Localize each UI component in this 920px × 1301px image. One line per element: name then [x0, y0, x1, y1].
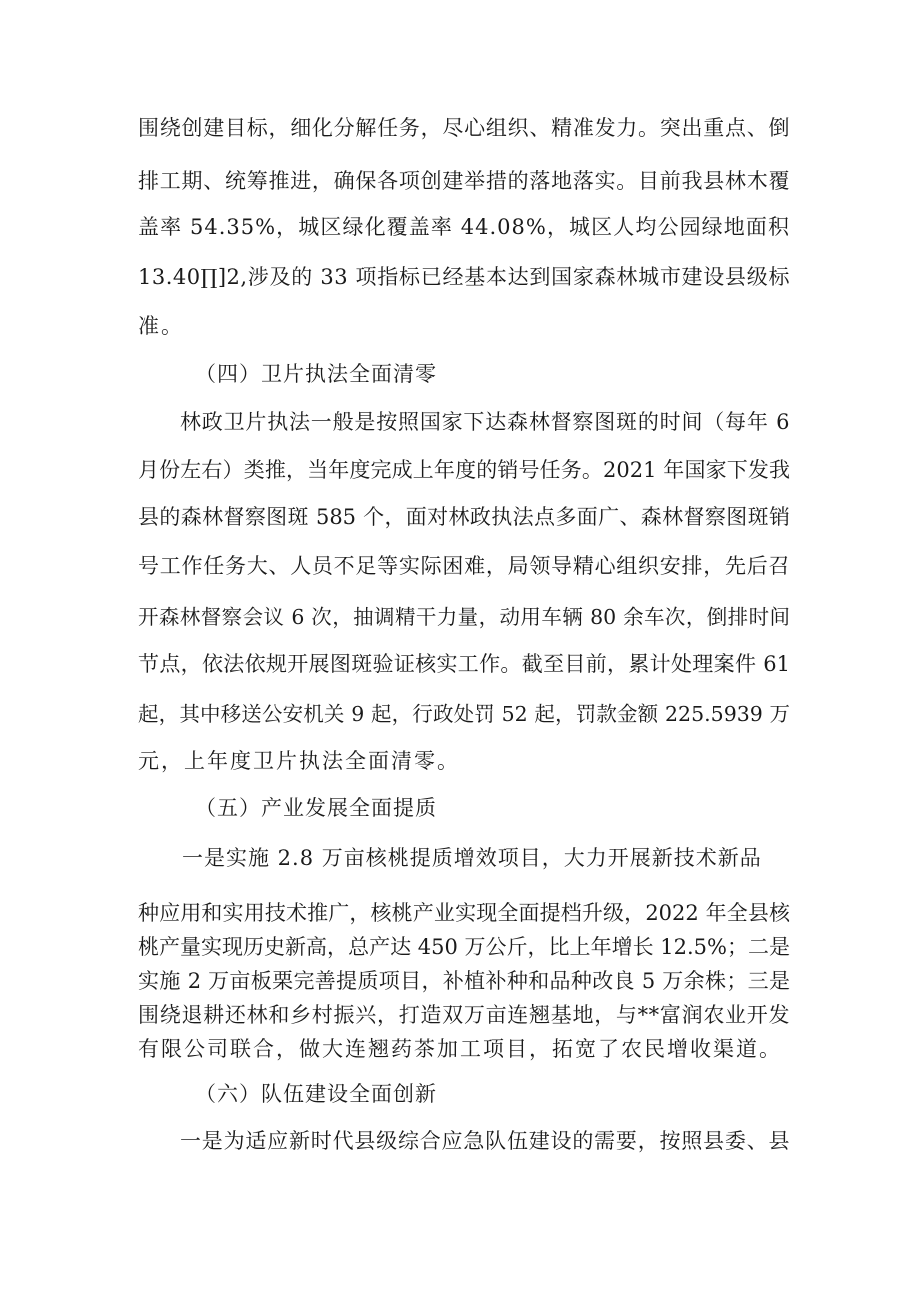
paragraph-line: 实施 2 万亩板栗完善提质项目，补植补种和品种改良 5 万余株；三是 [138, 969, 790, 993]
paragraph-line: 月份左右）类推，当年度完成上年度的销号任务。2021 年国家下发我 [138, 458, 790, 482]
paragraph-line: 一是为适应新时代县级综合应急队伍建设的需要，按照县委、县 [180, 1129, 790, 1153]
paragraph-line: 元，上年度卫片执法全面清零。 [138, 749, 460, 773]
paragraph-line: 有限公司联合，做大连翘药茶加工项目，拓宽了农民增收渠道。 [138, 1037, 782, 1061]
paragraph-line: 林政卫片执法一般是按照国家下达森林督察图斑的时间（每年 6 [180, 410, 790, 434]
paragraph-line: 13.40∏]2,涉及的 33 项指标已经基本达到国家森林城市建设县级标 [138, 265, 790, 289]
paragraph-line: 围绕退耕还林和乡村振兴，打造双万亩连翘基地，与**富润农业开发 [138, 1003, 790, 1027]
paragraph-line: 围绕创建目标，细化分解任务，尽心组织、精准发力。突出重点、倒 [138, 116, 790, 140]
paragraph-line: 种应用和实用技术推广，核桃产业实现全面提档升级，2022 年全县核 [138, 901, 790, 925]
paragraph-line: 县的森林督察图斑 585 个，面对林政执法点多面广、森林督察图斑销 [138, 505, 790, 529]
section-heading: （四）卫片执法全面清零 [195, 362, 437, 386]
paragraph-line: 起，其中移送公安机关 9 起，行政处罚 52 起，罚款金额 225.5939 万 [138, 702, 790, 726]
paragraph-line: 排工期、统筹推进，确保各项创建举措的落地落实。目前我县林木覆 [138, 169, 790, 193]
paragraph-line: 盖率 54.35%，城区绿化覆盖率 44.08%，城区人均公园绿地面积 [138, 215, 790, 239]
section-heading: （六）队伍建设全面创新 [195, 1082, 437, 1106]
paragraph-line: 桃产量实现历史新高，总产达 450 万公斤，比上年增长 12.5%；二是 [138, 935, 790, 959]
paragraph-line: 一是实施 2.8 万亩核桃提质增效项目，大力开展新技术新品 [182, 846, 762, 870]
paragraph-line: 开森林督察会议 6 次，抽调精干力量，动用车辆 80 余车次，倒排时间 [138, 605, 790, 629]
section-heading: （五）产业发展全面提质 [195, 796, 437, 820]
paragraph-line: 节点，依法依规开展图斑验证核实工作。截至目前，累计处理案件 61 [138, 652, 790, 676]
paragraph-line: 号工作任务大、人员不足等实际困难，局领导精心组织安排，先后召 [138, 554, 790, 578]
paragraph-line: 准。 [138, 314, 184, 338]
